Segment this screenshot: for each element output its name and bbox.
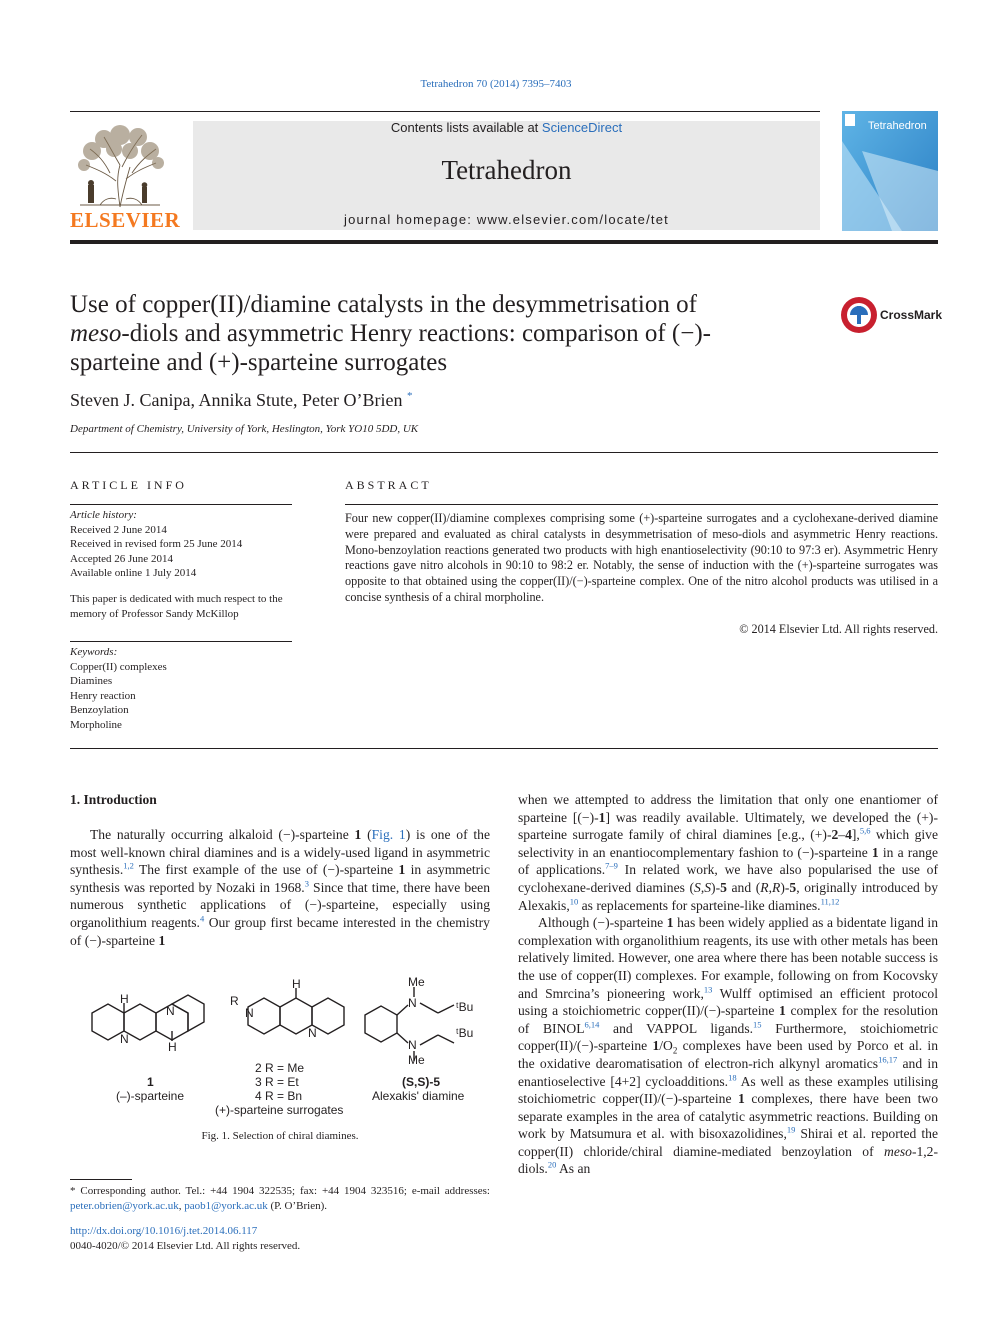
- journal-homepage: journal homepage: www.elsevier.com/locate/tet: [344, 212, 669, 227]
- n-label-3: N: [245, 1006, 254, 1020]
- compound-3-label: 3 R = Et: [255, 1075, 299, 1089]
- title-rule: [70, 452, 938, 453]
- figure-1-structures: [70, 975, 490, 1125]
- sciencedirect-link[interactable]: ScienceDirect: [541, 120, 623, 135]
- tbu-label-2: ᵗBu: [456, 1026, 474, 1040]
- affiliation: Department of Chemistry, University of York, Heslington, York YO10 5DD, UK: [70, 423, 419, 435]
- contents-line: Contents lists available at ScienceDirect: [390, 120, 623, 135]
- tbu-label-1: ᵗBu: [456, 1000, 474, 1014]
- surrogates-label: (+)-sparteine surrogates: [215, 1103, 344, 1117]
- article-title: Use of copper(II)/diamine catalysts in the desymmetrisation of meso-diols and asymmetric Henry reactions: comparison of (−)-sparteine and (+)-sparteine surrogates: [70, 291, 712, 376]
- crossmark-icon: [840, 296, 878, 334]
- corresponding-author-mark[interactable]: *: [406, 390, 413, 402]
- issn-line: 0040-4020/© 2014 Elsevier Ltd. All rights reserved.: [70, 1239, 301, 1252]
- masthead-bottom-rule: [70, 240, 938, 244]
- elsevier-wordmark: ELSEVIER: [70, 208, 181, 232]
- keywords-rule: [70, 641, 292, 642]
- abstract-heading: ABSTRACT: [345, 478, 432, 492]
- abstract-bottom-rule: [70, 748, 938, 749]
- journal-citation[interactable]: Tetrahedron 70 (2014) 7395–7403: [420, 78, 572, 90]
- figure-1-caption: Fig. 1. Selection of chiral diamines.: [201, 1130, 359, 1142]
- h-label-2: H: [168, 1040, 177, 1054]
- n-label-2: N: [166, 1004, 175, 1018]
- compound-4-label: 4 R = Bn: [255, 1089, 303, 1103]
- abstract-body: Four new copper(II)/diamine complexes comprising some (+)-sparteine surrogates and a cyclohexane-derived diamine were prepared and evaluated as chiral catalysts in desymmetrisation of meso-diols and asymmetric Henry reactions. Mono-benzoylation reactions generated two products with high enantioselectivity (90:10 to 97:3 er). Asymmetric Henry reactions gave nitro alcohols in 90:10 to 98:2 er. Notably, the sense of induction with the (+)-sparteine surrogates was opposite to that obtained using the copper(II)/(−)-sparteine complex. One of the nitro alcohol products was utilised in a concise synthesis of a chiral morpholine.: [345, 511, 938, 604]
- me-label-2: Me: [408, 1053, 425, 1067]
- fig1-link[interactable]: Fig. 1: [371, 827, 406, 842]
- email-link-2[interactable]: paob1@york.ac.uk: [184, 1199, 268, 1212]
- article-info-rule: [70, 504, 292, 505]
- homepage-link[interactable]: www.elsevier.com/locate/tet: [476, 212, 669, 227]
- cover-title: Tetrahedron: [868, 120, 927, 132]
- compound-5-label: (S,S)-5: [402, 1075, 441, 1089]
- compound-1-name: (–)-sparteine: [116, 1089, 185, 1103]
- n-label-5: N: [408, 996, 417, 1010]
- article-info-heading: ARTICLE INFO: [70, 478, 187, 492]
- n-label-6: N: [408, 1038, 417, 1052]
- author-list: Steven J. Canipa, Annika Stute, Peter O’Brien *: [70, 390, 413, 410]
- intro-paragraph-1: The naturally occurring alkaloid (−)-sparteine 1 (Fig. 1) is one of the most well-known chiral diamines and is a widely-used ligand in asymmetric synthesis.$^{1,2}$ The first example of the use of (−)-sparteine 1 in asymmetric synthesis was reported by Nozaki in 1968.$^3$ Since that time, there have been numerous synthetic applications of (−)-sparteine, especially using organolithium reagents.$^4$ Our group first became interested in the chemistry of (−)-sparteine 1: [70, 827, 490, 948]
- header-rule: [70, 111, 820, 112]
- crossmark-badge[interactable]: [840, 296, 943, 336]
- article-history: Article history: Received 2 June 2014 Received in revised form 25 June 2014 Accepted 26 June 2014 Available online 1 July 2014: [70, 509, 243, 579]
- n-label-4: N: [308, 1026, 317, 1040]
- me-label-1: Me: [408, 975, 425, 989]
- sparteine-structure: [92, 995, 204, 1041]
- crossmark-label: CrossMark: [880, 308, 943, 322]
- compound-1-number: 1: [147, 1075, 154, 1089]
- footnote-rule: [70, 1179, 132, 1180]
- section-heading-introduction: 1. Introduction: [70, 792, 157, 807]
- compound-5-name: Alexakis' diamine: [372, 1089, 465, 1103]
- corresponding-author-footnote: * Corresponding author. Tel.: +44 1904 322535; fax: +44 1904 323516; e-mail addresses: peter.obrien@york.ac.uk, paob1@york.ac.uk (P. O’Brien).: [70, 1185, 490, 1212]
- doi-link[interactable]: http://dx.doi.org/10.1016/j.tet.2014.06.117: [70, 1225, 258, 1237]
- abstract-rule: [345, 504, 938, 505]
- intro-right-column: when we attempted to address the limitation that only one enantiomer of sparteine [(−)-1] was readily available. Ultimately, we developed the (+)-sparteine surrogate family of chiral diamines [e.g., (+)-2–4],$^{5,6}$ which give selectivity in an enantiocomplementary fashion to (−)-sparteine 1 in a range of applications.$^{7-9}$ In related work, we have also popularised the use of cyclohexane-derived diamines (S,S)-5 and (R,R)-5, originally introduced by Alexakis,$^{10}$ as replacements for sparteine-like diamines.$^{11,12}$ Although (−)-sparteine 1 has been widely applied as a bidentate ligand in complexation with organolithium reagents, its use with other metals has been relatively limited. However, one area where there has been notable success is the use of copper(II) complexes. For example, following on from Kocovsky and Smrcina’s pioneering work,$^{13}$ Wulff optimised an efficient protocol using a stoichiometric copper(II)/(−)-sparteine 1 complex for the resolution of BINOL$^{6,14}$ and VAPPOL ligands.$^{15}$ Furthermore, stoichiometric copper(II)/(−)-sparteine $1/O_2$ complexes have been used by Porco et al. in the oxidative dearomatisation of electron-rich alkynyl aromatics$^{16,17}$ and in enantioselective [4+2] cycloadditions.$^{18}$ As well as these examples utilising stoichiometric copper(II)/(−)-sparteine 1 complexes, there have been two separate examples in the area of catalytic asymmetric reactions. Building on work by Matsumura et al. with bisoxazolidines,$^{19}$ Shirai et al. reported the copper(II) chloride/chiral diamine-mediated benzoylation of meso-1,2-diols.$^{20}$ As an: [518, 792, 939, 1177]
- h-label-1: H: [120, 992, 129, 1006]
- surrogate-structure: [248, 988, 344, 1034]
- n-label-1: N: [120, 1032, 129, 1046]
- keywords: Keywords: Copper(II) complexes Diamines Henry reaction Benzoylation Morpholine: [70, 646, 167, 731]
- journal-cover-thumbnail[interactable]: [842, 111, 938, 231]
- journal-name: Tetrahedron: [441, 155, 572, 185]
- copyright: © 2014 Elsevier Ltd. All rights reserved.: [739, 622, 938, 636]
- doi-block: [70, 1224, 300, 1253]
- compound-2-label: 2 R = Me: [255, 1061, 305, 1075]
- dedication: This paper is dedicated with much respect to the memory of Professor Sandy McKillop: [70, 593, 283, 620]
- r-label: R: [230, 994, 239, 1008]
- h-label-3: H: [292, 977, 301, 991]
- email-link-1[interactable]: peter.obrien@york.ac.uk: [70, 1199, 179, 1212]
